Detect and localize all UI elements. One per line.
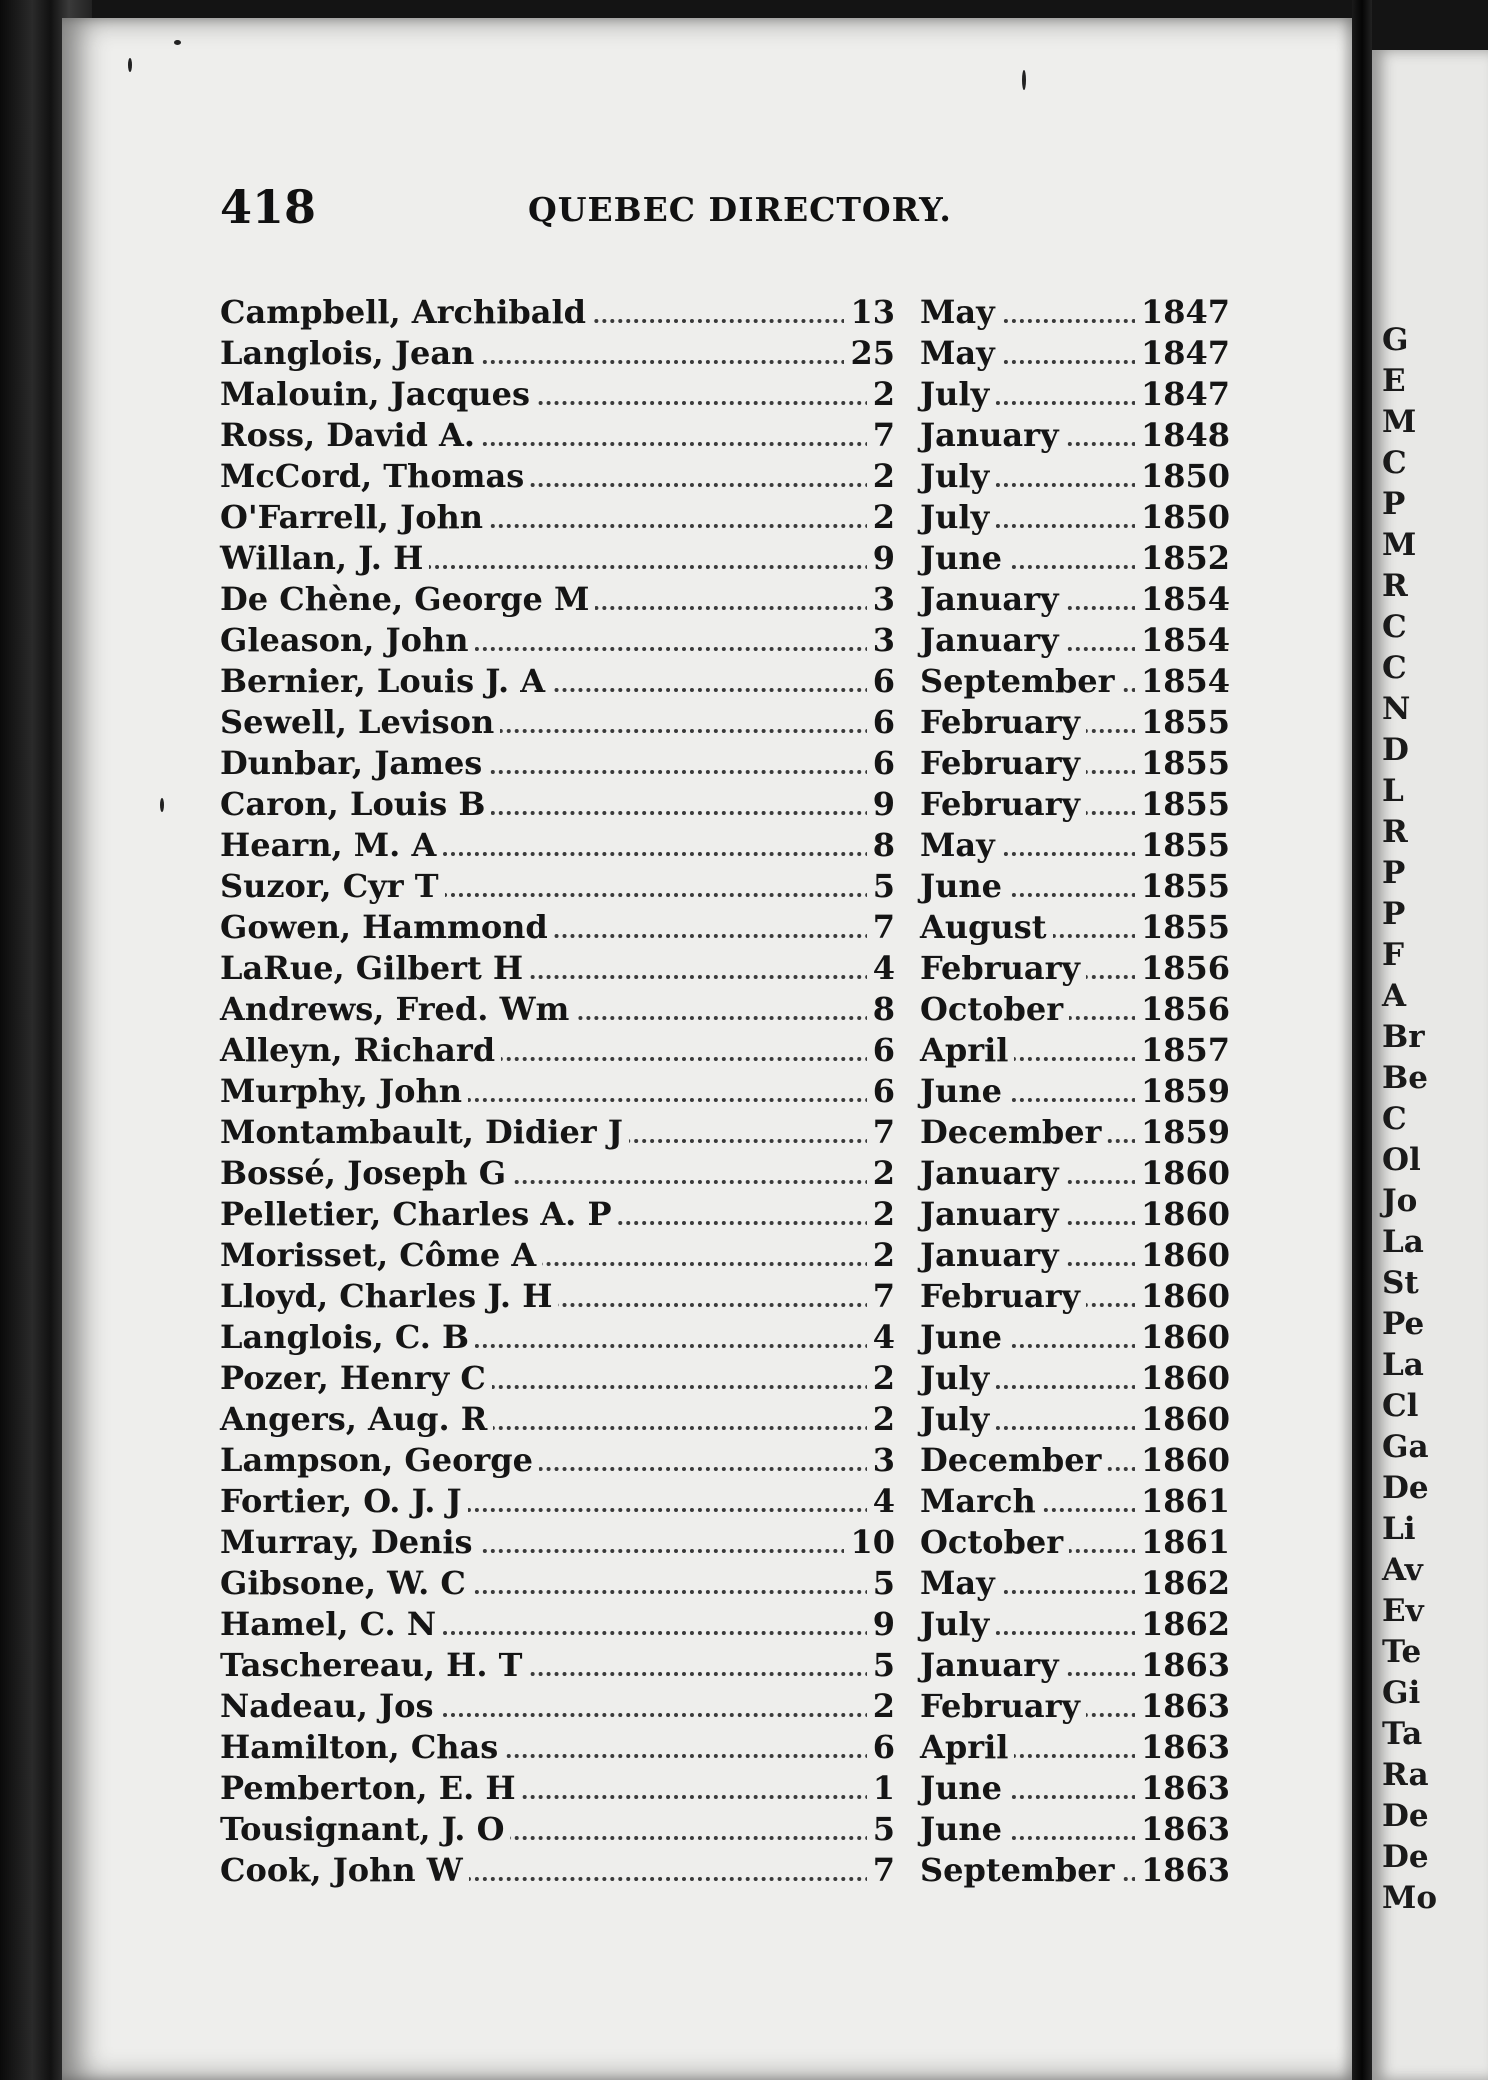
entry-month: December: [920, 1440, 1107, 1481]
entry-month: June: [920, 1768, 1008, 1809]
entry-day: 2: [867, 1194, 895, 1235]
entry-day: 8: [867, 825, 895, 866]
entry-month: July: [920, 1358, 995, 1399]
directory-entry: [220, 1809, 1230, 1850]
directory-entry: [220, 456, 1230, 497]
entry-name: Morisset, Côme A: [220, 1235, 542, 1276]
entry-day: 2: [867, 374, 895, 415]
entry-day: 13: [844, 292, 895, 333]
facing-page-fragment: L: [1382, 773, 1404, 809]
directory-entry: [220, 1522, 1230, 1563]
entry-name: Pelletier, Charles A. P: [220, 1194, 618, 1235]
facing-page-text-column: [1382, 320, 1437, 1919]
entry-name: Lampson, George: [220, 1440, 539, 1481]
entry-day: 9: [867, 784, 895, 825]
entry-month: May: [920, 292, 1001, 333]
entry-day: 4: [867, 948, 895, 989]
entry-day: 1: [867, 1768, 895, 1809]
facing-page-fragment: C: [1382, 609, 1407, 645]
directory-entry: [220, 825, 1230, 866]
facing-page-fragment: M: [1382, 527, 1417, 563]
facing-page-fragment: La: [1382, 1347, 1424, 1383]
entry-month: August: [920, 907, 1053, 948]
facing-page-fragment: Ol: [1382, 1142, 1421, 1178]
entry-name: Pemberton, E. H: [220, 1768, 522, 1809]
facing-page-fragment: C: [1382, 1101, 1407, 1137]
facing-page-fragment: C: [1382, 650, 1407, 686]
entry-name: Pozer, Henry C: [220, 1358, 492, 1399]
entry-day: 9: [867, 538, 895, 579]
entry-year: 1855: [1135, 743, 1230, 784]
entry-year: 1854: [1135, 579, 1230, 620]
entry-name: De Chène, George M: [220, 579, 595, 620]
directory-entry: [220, 415, 1230, 456]
entry-year: 1860: [1135, 1153, 1230, 1194]
entry-name: Fortier, O. J. J: [220, 1481, 468, 1522]
entry-name: O'Farrell, John: [220, 497, 489, 538]
entry-day: 4: [867, 1481, 895, 1522]
entry-name: Gibsone, W. C: [220, 1563, 472, 1604]
entry-month: February: [920, 1686, 1086, 1727]
entry-month: February: [920, 784, 1086, 825]
entry-name: Lloyd, Charles J. H: [220, 1276, 558, 1317]
directory-entry: [220, 1071, 1230, 1112]
entry-year: 1859: [1135, 1112, 1230, 1153]
directory-entry: [220, 989, 1230, 1030]
entry-year: 1863: [1135, 1850, 1230, 1891]
facing-page-fragment: Gi: [1382, 1675, 1421, 1711]
facing-page-fragment: R: [1382, 814, 1408, 850]
facing-page-fragment: Ra: [1382, 1757, 1429, 1793]
directory-entry: [220, 1850, 1230, 1891]
facing-page-fragment: A: [1382, 978, 1407, 1014]
directory-entry: [220, 907, 1230, 948]
entry-day: 5: [867, 1645, 895, 1686]
entry-year: 1847: [1135, 292, 1230, 333]
print-speck: [160, 798, 164, 812]
entry-month: December: [920, 1112, 1107, 1153]
entry-year: 1855: [1135, 907, 1230, 948]
entry-day: 6: [867, 1727, 895, 1768]
facing-page-fragment: Li: [1382, 1511, 1416, 1547]
directory-entry: [220, 1604, 1230, 1645]
entry-day: 6: [867, 702, 895, 743]
facing-page-fragment: Av: [1382, 1552, 1423, 1588]
directory-entry: [220, 1686, 1230, 1727]
entry-month: July: [920, 374, 995, 415]
entry-name: Alleyn, Richard: [220, 1030, 501, 1071]
facing-page-fragment: Ev: [1382, 1593, 1424, 1629]
entry-day: 3: [867, 579, 895, 620]
directory-entry: [220, 620, 1230, 661]
print-speck: [1022, 70, 1026, 90]
directory-entry: [220, 1358, 1230, 1399]
entry-day: 10: [844, 1522, 895, 1563]
entry-year: 1855: [1135, 866, 1230, 907]
directory-entry: [220, 1399, 1230, 1440]
directory-entry: [220, 497, 1230, 538]
facing-page: [1372, 50, 1488, 2080]
entry-day: 25: [844, 333, 895, 374]
print-speck: [128, 58, 132, 72]
entry-name: Hamilton, Chas: [220, 1727, 504, 1768]
entry-day: 5: [867, 1563, 895, 1604]
entry-month: October: [920, 1522, 1069, 1563]
directory-entry: [220, 579, 1230, 620]
directory-entry: [220, 1030, 1230, 1071]
entry-name: Cook, John W: [220, 1850, 469, 1891]
entry-year: 1860: [1135, 1276, 1230, 1317]
entry-day: 2: [867, 1358, 895, 1399]
facing-page-fragment: P: [1382, 486, 1406, 522]
entry-name: Murray, Denis: [220, 1522, 479, 1563]
directory-entry: [220, 1317, 1230, 1358]
entry-day: 7: [867, 907, 895, 948]
entry-name: Suzor, Cyr T: [220, 866, 445, 907]
entry-month: July: [920, 1604, 995, 1645]
entry-day: 5: [867, 1809, 895, 1850]
entry-year: 1857: [1135, 1030, 1230, 1071]
entry-day: 6: [867, 661, 895, 702]
facing-page-fragment: La: [1382, 1224, 1424, 1260]
entry-month: February: [920, 743, 1086, 784]
directory-entry: [220, 866, 1230, 907]
entry-year: 1856: [1135, 948, 1230, 989]
entry-month: February: [920, 948, 1086, 989]
entry-year: 1863: [1135, 1686, 1230, 1727]
entry-month: April: [920, 1030, 1014, 1071]
entry-name: Langlois, Jean: [220, 333, 480, 374]
entry-name: Bossé, Joseph G: [220, 1153, 512, 1194]
directory-entry: [220, 1276, 1230, 1317]
entry-year: 1847: [1135, 374, 1230, 415]
entry-day: 2: [867, 1399, 895, 1440]
entry-name: Gowen, Hammond: [220, 907, 554, 948]
entry-year: 1861: [1135, 1522, 1230, 1563]
entry-month: January: [920, 1153, 1065, 1194]
entry-month: June: [920, 1317, 1008, 1358]
facing-page-fragment: Br: [1382, 1019, 1425, 1055]
facing-page-fragment: P: [1382, 855, 1406, 891]
facing-page-fragment: Be: [1382, 1060, 1428, 1096]
facing-page-fragment: P: [1382, 896, 1406, 932]
directory-entry: [220, 292, 1230, 333]
entry-year: 1854: [1135, 661, 1230, 702]
entry-name: LaRue, Gilbert H: [220, 948, 529, 989]
directory-entry: [220, 374, 1230, 415]
entry-name: Hearn, M. A: [220, 825, 442, 866]
entry-year: 1863: [1135, 1645, 1230, 1686]
directory-entry: [220, 1645, 1230, 1686]
entry-day: 6: [867, 1030, 895, 1071]
directory-entry: [220, 1112, 1230, 1153]
entry-day: 7: [867, 1276, 895, 1317]
entry-month: February: [920, 702, 1086, 743]
entry-month: February: [920, 1276, 1086, 1317]
entry-name: Ross, David A.: [220, 415, 481, 456]
entry-name: Malouin, Jacques: [220, 374, 536, 415]
entry-month: April: [920, 1727, 1014, 1768]
entry-name: Dunbar, James: [220, 743, 488, 784]
entry-year: 1860: [1135, 1317, 1230, 1358]
directory-entry: [220, 661, 1230, 702]
facing-page-fragment: Pe: [1382, 1306, 1425, 1342]
entry-year: 1855: [1135, 784, 1230, 825]
directory-entry: [220, 1194, 1230, 1235]
entry-name: McCord, Thomas: [220, 456, 530, 497]
entry-month: January: [920, 1194, 1065, 1235]
entry-day: 8: [867, 989, 895, 1030]
facing-page-fragment: R: [1382, 568, 1408, 604]
running-head: QUEBEC DIRECTORY.: [528, 190, 952, 229]
directory-entry: [220, 702, 1230, 743]
entry-month: January: [920, 1235, 1065, 1276]
directory-entry: [220, 743, 1230, 784]
entry-month: January: [920, 620, 1065, 661]
entry-name: Langlois, C. B: [220, 1317, 475, 1358]
directory-entry: [220, 1727, 1230, 1768]
directory-entry: [220, 1481, 1230, 1522]
entry-month: October: [920, 989, 1069, 1030]
entry-day: 7: [867, 415, 895, 456]
entry-name: Caron, Louis B: [220, 784, 491, 825]
entry-year: 1855: [1135, 825, 1230, 866]
print-speck: [174, 40, 181, 45]
entry-month: June: [920, 1071, 1008, 1112]
entry-day: 9: [867, 1604, 895, 1645]
entry-year: 1860: [1135, 1358, 1230, 1399]
facing-page-fragment: De: [1382, 1839, 1429, 1875]
entry-year: 1855: [1135, 702, 1230, 743]
entry-month: January: [920, 579, 1065, 620]
entry-month: May: [920, 825, 1001, 866]
entry-month: July: [920, 1399, 995, 1440]
entry-year: 1859: [1135, 1071, 1230, 1112]
entry-day: 2: [867, 497, 895, 538]
entry-day: 6: [867, 1071, 895, 1112]
facing-page-fragment: G: [1382, 322, 1409, 358]
facing-page-fragment: De: [1382, 1470, 1429, 1506]
entry-day: 2: [867, 1686, 895, 1727]
entry-year: 1854: [1135, 620, 1230, 661]
entry-month: June: [920, 1809, 1008, 1850]
entry-day: 6: [867, 743, 895, 784]
facing-page-fragment: Ga: [1382, 1429, 1429, 1465]
entry-year: 1862: [1135, 1604, 1230, 1645]
entry-month: September: [920, 661, 1120, 702]
entry-name: Andrews, Fred. Wm: [220, 989, 575, 1030]
entry-name: Bernier, Louis J. A: [220, 661, 551, 702]
entry-year: 1848: [1135, 415, 1230, 456]
entry-year: 1860: [1135, 1399, 1230, 1440]
entry-year: 1850: [1135, 497, 1230, 538]
entry-name: Hamel, C. N: [220, 1604, 442, 1645]
directory-entry: [220, 538, 1230, 579]
entry-day: 3: [867, 620, 895, 661]
directory-entry: [220, 948, 1230, 989]
entry-year: 1850: [1135, 456, 1230, 497]
facing-page-fragment: N: [1382, 691, 1411, 727]
directory-entry: [220, 1440, 1230, 1481]
entry-name: Willan, J. H: [220, 538, 429, 579]
facing-page-fragment: Ta: [1382, 1716, 1423, 1752]
entry-name: Gleason, John: [220, 620, 475, 661]
entry-day: 5: [867, 866, 895, 907]
directory-entry: [220, 784, 1230, 825]
entry-year: 1863: [1135, 1809, 1230, 1850]
entry-day: 2: [867, 456, 895, 497]
directory-entry: [220, 1235, 1230, 1276]
entry-name: Angers, Aug. R: [220, 1399, 493, 1440]
entry-day: 4: [867, 1317, 895, 1358]
entry-name: Taschereau, H. T: [220, 1645, 528, 1686]
entry-month: May: [920, 1563, 1001, 1604]
facing-page-fragment: M: [1382, 404, 1417, 440]
entry-year: 1861: [1135, 1481, 1230, 1522]
entry-day: 7: [867, 1112, 895, 1153]
entry-year: 1860: [1135, 1194, 1230, 1235]
entry-name: Tousignant, J. O: [220, 1809, 510, 1850]
facing-page-fragment: D: [1382, 732, 1409, 768]
entry-month: May: [920, 333, 1001, 374]
facing-page-fragment: Te: [1382, 1634, 1422, 1670]
book-gutter: [1352, 0, 1372, 2080]
facing-page-fragment: Jo: [1382, 1183, 1418, 1219]
entry-year: 1863: [1135, 1768, 1230, 1809]
entry-name: Campbell, Archibald: [220, 292, 592, 333]
entry-month: July: [920, 497, 995, 538]
entry-month: June: [920, 538, 1008, 579]
directory-entry: [220, 1153, 1230, 1194]
facing-page-fragment: Cl: [1382, 1388, 1419, 1424]
entry-year: 1847: [1135, 333, 1230, 374]
facing-page-fragment: Mo: [1382, 1880, 1437, 1916]
entry-year: 1860: [1135, 1235, 1230, 1276]
entry-month: July: [920, 456, 995, 497]
facing-page-fragment: F: [1382, 937, 1405, 973]
entry-name: Montambault, Didier J: [220, 1112, 629, 1153]
entry-month: September: [920, 1850, 1120, 1891]
page-number: 418: [220, 180, 317, 234]
entry-year: 1863: [1135, 1727, 1230, 1768]
entry-month: March: [920, 1481, 1042, 1522]
facing-page-fragment: E: [1382, 363, 1406, 399]
directory-entry: [220, 333, 1230, 374]
facing-page-fragment: C: [1382, 445, 1407, 481]
facing-page-fragment: St: [1382, 1265, 1419, 1301]
entry-year: 1856: [1135, 989, 1230, 1030]
entry-day: 3: [867, 1440, 895, 1481]
directory-entry: [220, 1768, 1230, 1809]
entry-day: 2: [867, 1235, 895, 1276]
entry-name: Murphy, John: [220, 1071, 468, 1112]
entry-year: 1862: [1135, 1563, 1230, 1604]
facing-page-fragment: De: [1382, 1798, 1429, 1834]
entry-month: January: [920, 415, 1065, 456]
entry-year: 1852: [1135, 538, 1230, 579]
directory-entry-list: [220, 292, 1230, 1891]
entry-day: 7: [867, 1850, 895, 1891]
entry-day: 2: [867, 1153, 895, 1194]
entry-year: 1860: [1135, 1440, 1230, 1481]
entry-name: Sewell, Levison: [220, 702, 500, 743]
entry-name: Nadeau, Jos: [220, 1686, 440, 1727]
entry-month: June: [920, 866, 1008, 907]
entry-month: January: [920, 1645, 1065, 1686]
directory-entry: [220, 1563, 1230, 1604]
